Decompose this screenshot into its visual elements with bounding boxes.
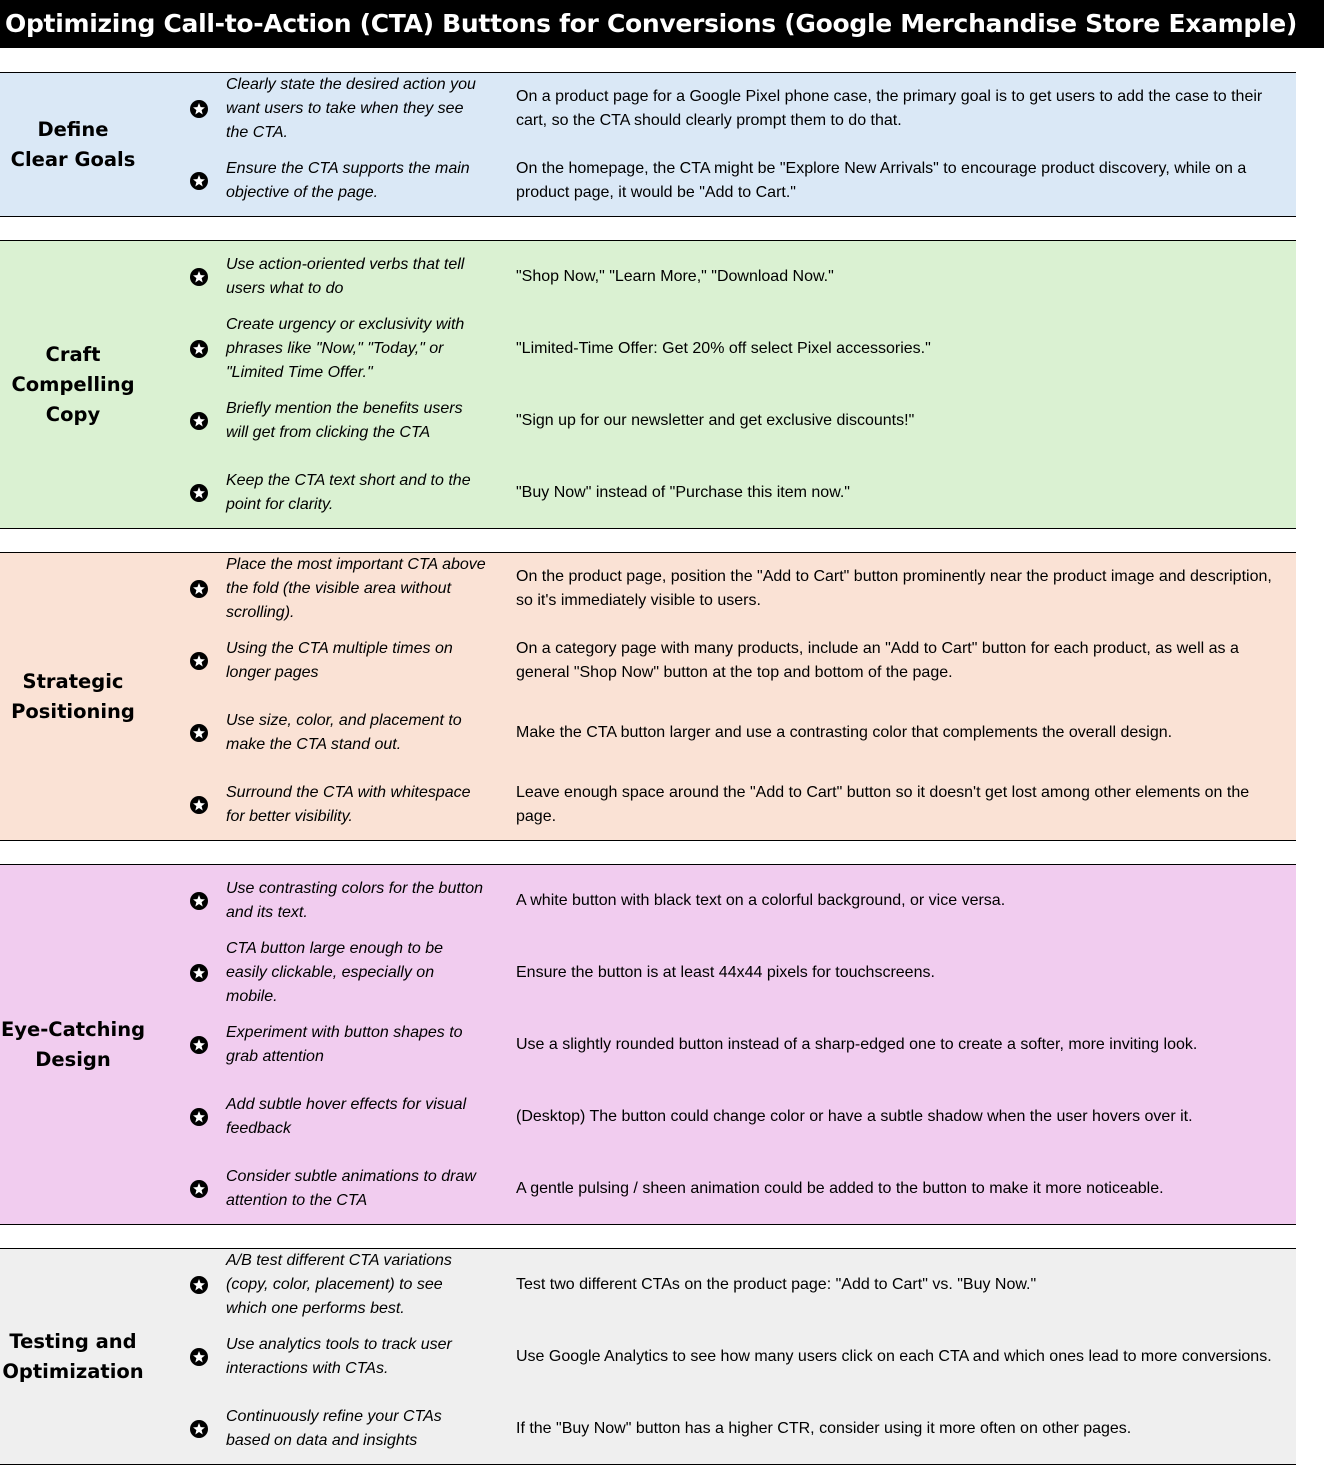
example-text: On a product page for a Google Pixel phone case, the primary goal is to get users to add the case to their cart, so the CTA should clearly prompt them to do that. bbox=[516, 88, 1263, 129]
star-circle-icon bbox=[190, 724, 208, 742]
example-text: Ensure the button is at least 44x44 pixels for touchscreens. bbox=[516, 964, 935, 981]
star-circle-icon bbox=[190, 652, 208, 670]
section-title: Define Clear Goals bbox=[10, 117, 136, 171]
tip-text: Use size, color, and placement to make the CTA stand out. bbox=[226, 712, 462, 753]
section-craft-compelling-copy bbox=[0, 240, 1296, 529]
section-define-clear-goals bbox=[0, 72, 1296, 217]
section-testing-and-optimization bbox=[0, 1248, 1296, 1465]
tip-text: Surround the CTA with whitespace for better visibility. bbox=[226, 784, 471, 825]
star-circle-icon bbox=[190, 484, 208, 502]
tip-row bbox=[0, 625, 1296, 697]
star-circle-icon bbox=[190, 268, 208, 286]
tip-row bbox=[0, 697, 1296, 769]
example-text: Test two different CTAs on the product page: "Add to Cart" vs. "Buy Now." bbox=[516, 1276, 1037, 1293]
example-text: "Buy Now" instead of "Purchase this item now." bbox=[516, 484, 850, 501]
tip-row bbox=[0, 769, 1296, 841]
example-text: On the product page, position the "Add to Cart" button prominently near the product image and description, so it's immediately visible to users. bbox=[516, 568, 1272, 609]
example-text: A gentle pulsing / sheen animation could be added to the button to make it more noticeable. bbox=[516, 1180, 1164, 1197]
example-text: If the "Buy Now" button has a higher CTR, consider using it more often on other pages. bbox=[516, 1420, 1132, 1437]
tip-text: Continuously refine your CTAs based on data and insights bbox=[226, 1408, 442, 1449]
tip-row bbox=[0, 1321, 1296, 1393]
tip-text: Consider subtle animations to draw attention to the CTA bbox=[226, 1168, 476, 1209]
example-text: Leave enough space around the "Add to Cart" button so it doesn't get lost among other elements on the page. bbox=[516, 784, 1250, 825]
star-circle-icon bbox=[190, 1348, 208, 1366]
star-circle-icon bbox=[190, 340, 208, 358]
tip-row bbox=[0, 1393, 1296, 1465]
star-circle-icon bbox=[190, 964, 208, 982]
example-text: A white button with black text on a colorful background, or vice versa. bbox=[516, 892, 1006, 909]
star-circle-icon bbox=[190, 1420, 208, 1438]
tip-row bbox=[0, 145, 1296, 217]
tip-row bbox=[0, 385, 1296, 457]
tip-row bbox=[0, 553, 1296, 625]
star-circle-icon bbox=[190, 172, 208, 190]
star-circle-icon bbox=[190, 1276, 208, 1294]
tip-text: CTA button large enough to be easily clickable, especially on mobile. bbox=[226, 940, 444, 1005]
star-circle-icon bbox=[190, 580, 208, 598]
example-text: Use a slightly rounded button instead of a sharp-edged one to create a softer, more inviting look. bbox=[516, 1036, 1198, 1053]
star-circle-icon bbox=[190, 1108, 208, 1126]
tip-row bbox=[0, 241, 1296, 313]
tip-text: Using the CTA multiple times on longer pages bbox=[226, 640, 453, 681]
tip-text: Clearly state the desired action you want users to take when they see the CTA. bbox=[226, 76, 476, 141]
example-text: On the homepage, the CTA might be "Explore New Arrivals" to encourage product discovery, while on a product page, it would be "Add to Cart." bbox=[516, 160, 1247, 201]
tip-row bbox=[0, 937, 1296, 1009]
tip-text: Place the most important CTA above the fold (the visible area without scrolling). bbox=[226, 556, 486, 621]
tip-text: Ensure the CTA supports the main objective of the page. bbox=[226, 160, 470, 201]
section-title: Craft Compelling Copy bbox=[11, 342, 135, 426]
tip-text: Experiment with button shapes to grab attention bbox=[226, 1024, 463, 1065]
tip-text: Use contrasting colors for the button and its text. bbox=[226, 880, 484, 921]
example-text: Make the CTA button larger and use a contrasting color that complements the overall design. bbox=[516, 724, 1173, 741]
star-circle-icon bbox=[190, 892, 208, 910]
section-strategic-positioning bbox=[0, 552, 1296, 841]
tip-text: Use action-oriented verbs that tell users what to do bbox=[226, 256, 465, 297]
star-circle-icon bbox=[190, 412, 208, 430]
tip-text: Use analytics tools to track user interactions with CTAs. bbox=[226, 1336, 452, 1377]
tip-text: Keep the CTA text short and to the point for clarity. bbox=[226, 472, 471, 513]
tip-row bbox=[0, 1081, 1296, 1153]
tip-text: Add subtle hover effects for visual feedback bbox=[226, 1096, 467, 1137]
example-text: "Sign up for our newsletter and get exclusive discounts!" bbox=[516, 412, 915, 429]
tip-row bbox=[0, 73, 1296, 145]
tip-row bbox=[0, 1249, 1296, 1321]
example-text: "Limited-Time Offer: Get 20% off select Pixel accessories." bbox=[516, 340, 931, 357]
tip-row bbox=[0, 1009, 1296, 1081]
section-title: Eye-Catching Design bbox=[0, 1017, 146, 1071]
tip-text: Create urgency or exclusivity with phrases like "Now," "Today," or "Limited Time Offer." bbox=[226, 316, 465, 381]
star-circle-icon bbox=[190, 796, 208, 814]
star-circle-icon bbox=[190, 1180, 208, 1198]
page-title: Optimizing Call-to-Action (CTA) Buttons for Conversions (Google Merchandise Store Example) bbox=[0, 0, 1324, 48]
example-text: On a category page with many products, include an "Add to Cart" button for each product, as well as a general "Shop Now" button at the top and bottom of the page. bbox=[516, 640, 1239, 681]
tip-row bbox=[0, 457, 1296, 529]
example-text: (Desktop) The button could change color or have a subtle shadow when the user hovers over it. bbox=[516, 1108, 1193, 1125]
tip-row bbox=[0, 1153, 1296, 1225]
tip-row bbox=[0, 313, 1296, 385]
tip-row bbox=[0, 865, 1296, 937]
section-title: Testing and Optimization bbox=[2, 1329, 144, 1383]
example-text: Use Google Analytics to see how many users click on each CTA and which ones lead to more conversions. bbox=[516, 1348, 1272, 1365]
tip-text: Briefly mention the benefits users will get from clicking the CTA bbox=[226, 400, 463, 441]
star-circle-icon bbox=[190, 1036, 208, 1054]
section-eye-catching-design bbox=[0, 864, 1296, 1225]
tip-text: A/B test different CTA variations (copy, color, placement) to see which one performs best. bbox=[226, 1252, 452, 1317]
example-text: "Shop Now," "Learn More," "Download Now." bbox=[516, 268, 834, 285]
section-title: Strategic Positioning bbox=[11, 669, 135, 723]
star-circle-icon bbox=[190, 100, 208, 118]
